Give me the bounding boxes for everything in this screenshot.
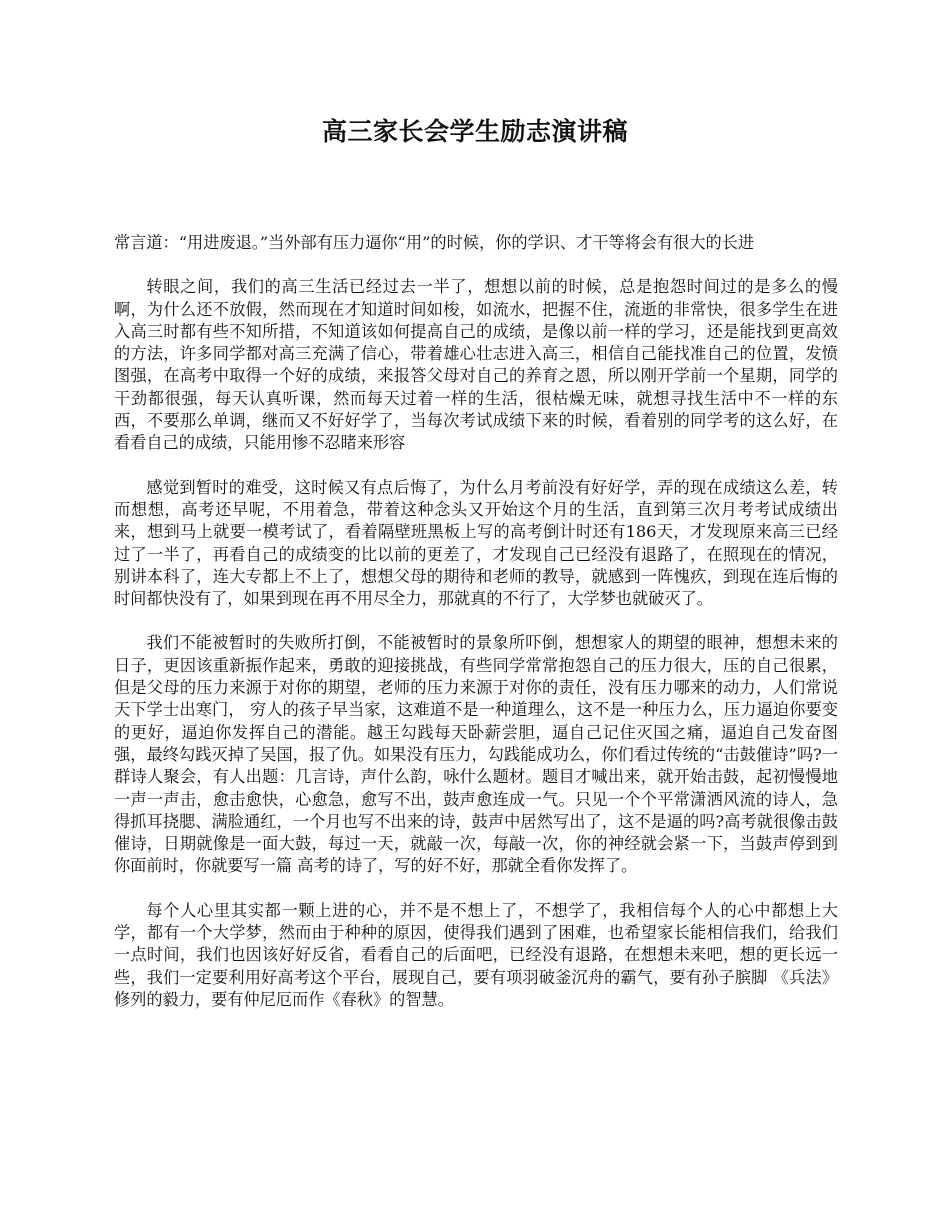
document-title: 高三家长会学生励志演讲稿 — [321, 117, 628, 146]
paragraph: 我们不能被暂时的失败所打倒，不能被暂时的景象所吓倒，想想家人的期望的眼神，想想未来的日子，更因该重新振作起来，勇敢的迎接挑战，有些同学常常抱怨自己的压力很大，压的自己很累，但是父母的压力来源于对你的期望，老师的压力来源于对你的责任，没有压力哪来的动力，人们常说 天下学士出寒门， 穷人的孩子早当家，这难道不是一种道理么，这不是一种压力么，压力逼迫你要变的更好，逼迫你发挥自己的潜能。越王勾践每天卧薪尝胆，逼自己记住灭国之痛，逼迫自己发奋图强，最终勾践灭掉了吴国，报了仇。如果没有压力，勾践能成功么，你们看过传统的“击鼓催诗”吗?一群诗人聚会，有人出题：几言诗，声什么韵，咏什么题材。题目才喊出来，就开始击鼓，起初慢慢地一声一声击，愈击愈快，心愈急，愈写不出，鼓声愈连成一气。只见一个个平常潇洒风流的诗人，急得抓耳挠腮、满脸通红，一个月也写不出来的诗，鼓声中居然写出了，这不是逼的吗?高考就很像击鼓催诗，日期就像是一面大鼓，每过一天，就敲一次，每敲一次，你的神经就会紧一下，当鼓声停到到你面前时，你就要写一篇 高考的诗了，写的好不好，那就全看你发挥了。 — [114, 633, 838, 876]
paragraph: 转眼之间，我们的高三生活已经过去一半了，想想以前的时候，总是抱怨时间过的是多么的慢啊，为什么还不放假，然而现在才知道时间如梭，如流水，把握不住，流逝的非常快，很多学生在进入高三时都有些不知所措，不知道该如何提高自己的成绩，是像以前一样的学习，还是能找到更高效的方法，许多同学都对高三充满了信心，带着雄心壮志进入高三，相信自己能找准自己的位置，发愤图强，在高考中取得一个好的成绩，来报答父母对自己的养育之恩，所以刚开学前一个星期，同学的干劲都很强，每天认真听课，然而每天过着一样的生活，很枯燥无味，就想寻找生活中不一样的东西，不要那么单调，继而又不好好学了，当每次考试成绩下来的时候，看着别的同学考的这么好，在看看自己的成绩，只能用惨不忍睹来形容 — [114, 277, 838, 453]
paragraph-intro: 常言道：“用进废退。”当外部有压力逼你“用”的时候，你的学识、才干等将会有很大的长进 — [114, 233, 755, 252]
document-body — [114, 232, 838, 1033]
paragraph: 感觉到暂时的难受，这时候又有点后悔了，为什么月考前没有好好学，弄的现在成绩这么差，转而想想，高考还早呢，不用着急，带着这种念头又开始这个月的生活，直到第三次月考考试成绩出来，想到马上就要一模考试了，看着隔壁班黑板上写的高考倒计时还有186天，才发现原来高三已经过了一半了，再看自己的成绩变的比以前的更差了，才发现自己已经没有退路了，在照现在的情况，别讲本科了，连大专都上不上了，想想父母的期待和老师的教导，就感到一阵愧疚，到现在连后悔的时间都快没有了，如果到现在再不用尽全力，那就真的不行了，大学梦也就破灭了。 — [114, 477, 838, 609]
paragraph: 每个人心里其实都一颗上进的心，并不是不想上了，不想学了，我相信每个人的心中都想上大学，都有一个大学梦，然而由于种种的原因，使得我们遇到了困难，也希望家长能相信我们，给我们一点时间，我们也因该好好反省，看看自己的后面吧，已经没有退路，在想想未来吧，想的更长远一些，我们一定要利用好高考这个平台，展现自己，要有项羽破釜沉舟的霸气，要有孙子膑脚 《兵法》修列的毅力，要有仲尼厄而作《春秋》的智慧。 — [114, 900, 838, 1009]
